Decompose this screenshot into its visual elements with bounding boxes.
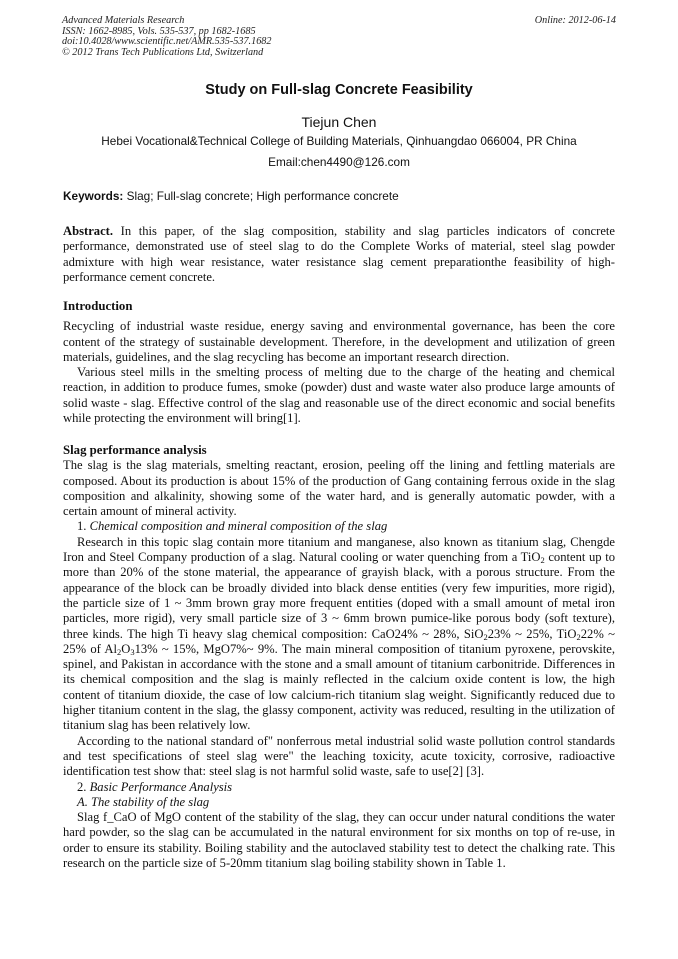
slag-analysis-heading: Slag performance analysis bbox=[63, 443, 207, 457]
subsection-2a-title: A. The stability of the slag bbox=[77, 794, 210, 809]
issn-line: ISSN: 1662-8985, Vols. 535-537, pp 1682-1685 bbox=[62, 25, 256, 37]
paper-title: Study on Full-slag Concrete Feasibility bbox=[205, 82, 473, 98]
slag-paragraph-4: Slag f_CaO of MgO content of the stability of the slag, they can occur under natural conditions the water hard powder, so the slag can be accumulated in the natural environment for six months on top of re-use, in order to ensure its stability. Boiling stability and the autoclaved stability test to detect the chalking rate. This research on the particle size of 5-20mm titanium slag boiling stability shown in Table 1. bbox=[63, 810, 615, 871]
abstract bbox=[63, 224, 615, 285]
slag-analysis-section bbox=[63, 443, 615, 871]
slag-paragraph-2: Research in this topic slag contain more titanium and manganese, also known as titanium slag, Chengde Iron and Steel Company production of a slag. Natural cooling or water quenching from a TiO$_2$ content up to more than 20% of the stone material, the appearance of grayish black, with a porous structure. From the appearance of the block can be broadly divided into black dense entities (very few impurities, more rigid), the particle size of 1 ~ 3mm brown gray more frequent entities (doped with a small amount of metal iron particles, more rigid), very small particle size of 3 ~ 6mm brown pumice-like porous body (soft texture), three kinds. The high Ti heavy slag chemical composition: CaO24% ~ 28%, SiO$_2$23% ~ 25%, TiO$_2$22% ~ 25% of $Al_2O_313\%$ ~ 15%, MgO7%~ 9%. The main mineral composition of titanium pyroxene, perovskite, spinel, and Pakistan in accordance with the stone and a small amount of titanium carbonitride. Differences in its chemical composition and the slag is mainly reflected in the calcium oxide content is low, the high content of titanium dioxide, the case of low calcium-rich titanium slag weight. Significantly reduced due to higher titanium content in the slag, the glassy component, activity was reduced, resulting in the utilization of titanium slag has been relatively low. bbox=[63, 534, 615, 733]
keywords-label: Keywords: bbox=[63, 189, 124, 203]
introduction-heading: Introduction bbox=[63, 299, 133, 313]
intro-paragraph-2: Various steel mills in the smelting process of melting due to the charge of the heating and chemical reaction, in addition to produce fumes, smoke (powder) dust and waste water also produce large amounts of solid waste - slag. Effective control of the slag and reasonable use of the direct economic and social benefits while protecting the environment will bring[1]. bbox=[63, 365, 615, 426]
subsection-2-title bbox=[63, 780, 615, 795]
doi-line: doi:10.4028/www.scientific.net/AMR.535-537.1682 bbox=[62, 36, 272, 48]
copyright-line: © 2012 Trans Tech Publications Ltd, Switzerland bbox=[62, 46, 264, 58]
journal-header bbox=[62, 16, 616, 58]
keywords bbox=[63, 189, 399, 203]
subsection-1-title bbox=[63, 519, 615, 534]
subsection-2-text: Basic Performance Analysis bbox=[89, 779, 233, 794]
author-name: Tiejun Chen bbox=[301, 114, 377, 130]
slag-paragraph-3: According to the national standard of" nonferrous metal industrial solid waste pollution control standards and test specifications of steel slag were" the leaching toxicity, acute toxicity, corrosive, radioactive identification test show that: steel slag is not harmful solid waste, safe to use[2] [3]. bbox=[63, 733, 615, 779]
affiliation: Hebei Vocational&Technical College of Building Materials, Qinhuangdao 066004, PR China bbox=[101, 134, 577, 148]
subsection-2-number: 2. bbox=[77, 779, 87, 794]
journal-name: Advanced Materials Research bbox=[62, 15, 185, 26]
online-date: Online: 2012-06-14 bbox=[534, 15, 616, 26]
intro-paragraph-1: Recycling of industrial waste residue, energy saving and environmental governance, has been the core content of the strategy of sustainable development. Therefore, in the development and utilization of green materials, guidelines, and the slag recycling has become an important research direction. bbox=[63, 319, 615, 364]
abstract-label: Abstract. bbox=[63, 224, 114, 238]
slag-paragraph-1: The slag is the slag materials, smelting reactant, erosion, peeling off the lining and fettling materials are composed. About its production is about 15% of the production of Gang containing ferrous oxide in the slag composition and alkalinity, showing some of the water hard, and is generally automatic powder, with a certain amount of mineral activity. bbox=[63, 458, 615, 519]
keywords-text: Slag; Full-slag concrete; High performance concrete bbox=[126, 189, 399, 203]
subsection-1-text: Chemical composition and mineral composition of the slag bbox=[89, 519, 388, 534]
email: Email:chen4490@126.com bbox=[268, 155, 410, 169]
subsection-1-number: 1. bbox=[77, 519, 87, 534]
abstract-text: In this paper, of the slag composition, stability and slag particles indicators of concrete performance, demonstrated use of steel slag to do the Complete Works of material, steel slag powder admixture with high wear resistance, water resistance slag cement preparationthe feasibility of high-performance cement concrete. bbox=[63, 224, 616, 284]
introduction-section bbox=[63, 299, 615, 426]
